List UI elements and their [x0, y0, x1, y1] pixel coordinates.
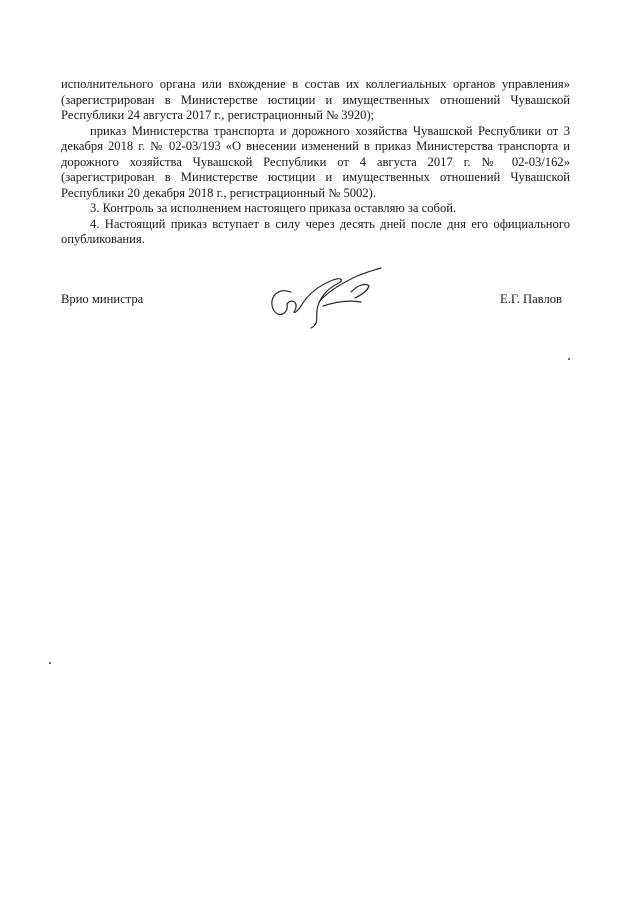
document-body	[61, 77, 570, 248]
signatory-title: Врио министра	[61, 292, 144, 306]
paragraph-control-clause: 3. Контроль за исполнением настоящего приказа оставляю за собой.	[90, 201, 457, 215]
paragraph-order-reference: приказ Министерства транспорта и дорожного хозяйства Чувашской Республики от 3 декабря 2018 г. № 02-03/193 «О внесении изменений в приказ Министерства транспорта и дорожного хозяйства Чувашской Республики от 4 августа 2017 г. № 02-03/162» (зарегистрирован в Министерстве юстиции и имущественных отношений Чувашской Республики 20 декабря 2018 г., регистрационный № 5002).	[61, 123, 570, 200]
handwritten-signature	[261, 262, 391, 330]
signature-block	[61, 262, 570, 332]
scan-speck	[49, 662, 51, 664]
paragraph-continuation: исполнительного органа или вхождение в состав их коллегиальных органов управления» (зарегистрирован в Министерстве юстиции и имущественных отношений Чувашской Республики 24 августа 2017 г., регистрационный № 3920);	[61, 77, 570, 122]
scan-speck	[568, 358, 570, 360]
signatory-name: Е.Г. Павлов	[500, 292, 562, 306]
paragraph-effective-clause: 4. Настоящий приказ вступает в силу через десять дней после дня его официального опубликования.	[61, 216, 570, 246]
